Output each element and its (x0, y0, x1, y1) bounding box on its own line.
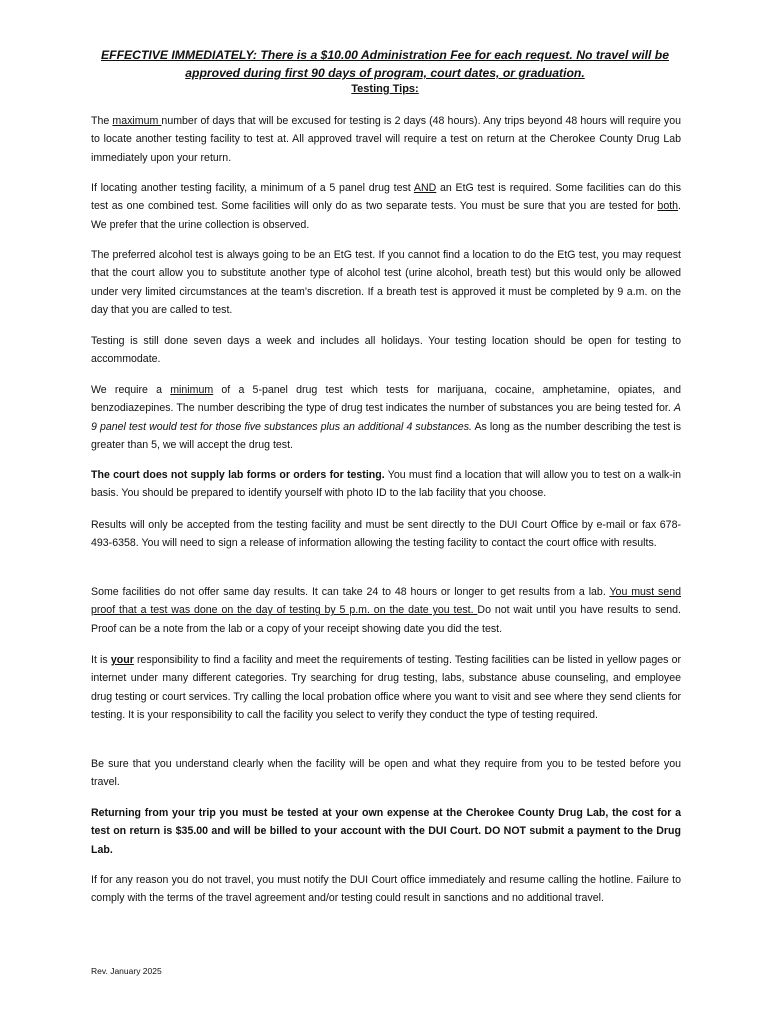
paragraph-return-test: Returning from your trip you must be tested at your own expense at the Cherokee County Drug Lab, the cost for a test on return is $35.00 and will be billed to your account with the DUI Court. DO NOT submit a payment to the Drug Lab. (91, 807, 681, 856)
paragraph-lab-forms: The court does not supply lab forms or orders for testing. You must find a location that will allow you to test on a walk-in basis. You should be prepared to identify yourself with photo ID to the lab facility that you choose. (91, 469, 681, 500)
paragraph-same-day-results: Some facilities do not offer same day results. It can take 24 to 48 hours or longer to get results from a lab. You must send proof that a test was done on the day of testing by 5 p.m. on the date you test. Do not wait until you have results to send. Proof can be a note from the lab or a copy of your receipt showing date you did the test. (91, 586, 681, 635)
revision-date: Rev. January 2025 (91, 966, 162, 976)
paragraph-seven-days: Testing is still done seven days a week and includes all holidays. Your testing location should be open for testing to accommodate. (91, 335, 681, 366)
paragraph-results: Results will only be accepted from the testing facility and must be sent directly to the DUI Court Office by e-mail or fax 678-493-6358. You will need to sign a release of information allowing the testing facility to contact the court office with results. (91, 519, 681, 550)
paragraph-do-not-travel: If for any reason you do not travel, you must notify the DUI Court office immediately and resume calling the hotline. Failure to comply with the terms of the travel agreement and/or testing could result in sanctions and no additional travel. (91, 874, 681, 905)
paragraph-panel-test: We require a minimum of a 5-panel drug test which tests for marijuana, cocaine, amphetamine, opiates, and benzodiazepines. The number describing the type of drug test indicates the number of substances you are being tested for. A 9 panel test would test for those five substances plus an additional 4 substances. As long as the number describing the test is greater than 5, we will accept the drug test. (91, 384, 681, 452)
testing-tips-heading: Testing Tips: (351, 83, 419, 95)
paragraph-other-facility: If locating another testing facility, a minimum of a 5 panel drug test AND an EtG test is required. Some facilities can do this test as one combined test. Some facilities will only do as two separate tests. You must be sure that you are tested for both. We prefer that the urine collection is observed. (91, 182, 681, 231)
paragraph-maximum-days: The maximum number of days that will be excused for testing is 2 days (48 hours). Any trips beyond 48 hours will require you to locate another testing facility to test at. All approved travel will require a test on return at the Cherokee County Drug Lab immediately upon your return. (91, 115, 681, 164)
paragraph-facility-hours: Be sure that you understand clearly when the facility will be open and what they require from you to be tested before you travel. (91, 758, 681, 789)
effective-immediately-notice: EFFECTIVE IMMEDIATELY: There is a $10.00 Administration Fee for each request. No travel will be approved during first 90 days of program, court dates, or graduation. (101, 48, 669, 80)
paragraph-your-responsibility: It is your responsibility to find a facility and meet the requirements of testing. Testing facilities can be listed in yellow pages or internet under many different categories. Try searching for drug testing, labs, substance abuse counseling, and employee drug testing or court services. Try calling the local probation office where you want to visit and see where they send clients for testing. It is your responsibility to call the facility you select to verify they conduct the type of testing required. (91, 654, 681, 722)
paragraph-alcohol-test: The preferred alcohol test is always going to be an EtG test. If you cannot find a location to do the EtG test, you may request that the court allow you to substitute another type of alcohol test (urine alcohol, breath test) but this would only be allowed under very limited circumstances at the team’s discretion. If a breath test is approved it must be completed by 9 a.m. on the day that you are called to test. (91, 249, 681, 317)
